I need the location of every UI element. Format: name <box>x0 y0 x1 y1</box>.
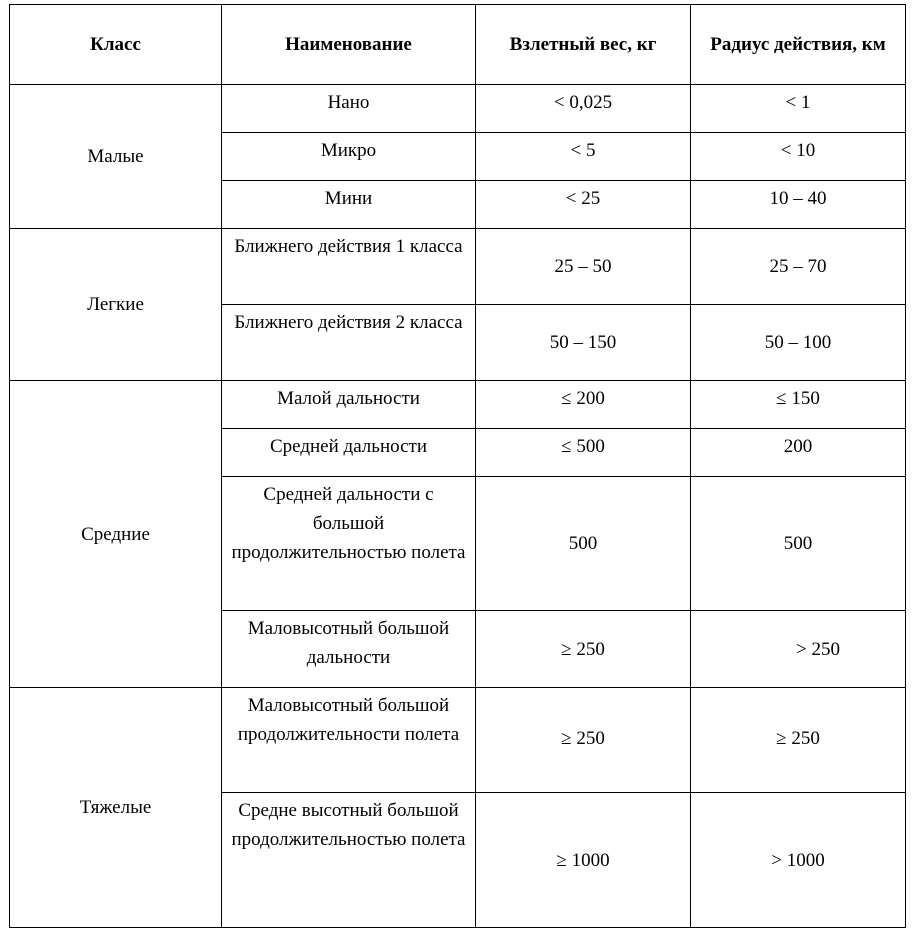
weight-cell: ≤ 500 <box>476 429 691 477</box>
radius-cell: 200 <box>691 429 906 477</box>
radius-cell: > 1000 <box>691 793 906 928</box>
weight-cell: ≥ 250 <box>476 611 691 688</box>
class-cell-medium: Средние <box>10 381 222 688</box>
weight-cell: < 25 <box>476 181 691 229</box>
weight-cell: 50 – 150 <box>476 305 691 381</box>
name-cell: Средней дальности <box>222 429 476 477</box>
table-row <box>10 688 906 793</box>
weight-cell: < 0,025 <box>476 85 691 133</box>
header-radius: Радиус действия, км <box>691 5 906 85</box>
name-cell: Средней дальности с большой продолжительностью полета <box>222 477 476 611</box>
radius-cell <box>691 611 906 688</box>
radius-cell: 10 – 40 <box>691 181 906 229</box>
weight-cell: 25 – 50 <box>476 229 691 305</box>
table-row <box>10 85 906 133</box>
radius-cell: < 10 <box>691 133 906 181</box>
name-cell: Маловысотный большой продолжительности полета <box>222 688 476 793</box>
radius-cell: ≤ 150 <box>691 381 906 429</box>
radius-cell: 25 – 70 <box>691 229 906 305</box>
radius-cell: 50 – 100 <box>691 305 906 381</box>
name-cell: Малой дальности <box>222 381 476 429</box>
table-row <box>10 381 906 429</box>
class-cell-heavy: Тяжелые <box>10 688 222 928</box>
header-weight: Взлетный вес, кг <box>476 5 691 85</box>
header-class: Класс <box>10 5 222 85</box>
name-cell: Ближнего действия 1 класса <box>222 229 476 305</box>
weight-cell <box>476 688 691 793</box>
radius-value: ≥ 250 <box>776 727 820 749</box>
weight-cell: 500 <box>476 477 691 611</box>
table-row <box>10 229 906 305</box>
weight-value: ≥ 250 <box>561 727 605 749</box>
name-cell: Средне высотный большой продолжительностью полета <box>222 793 476 928</box>
header-row <box>10 5 906 85</box>
radius-cell: < 1 <box>691 85 906 133</box>
radius-value: > 250 <box>796 638 840 660</box>
radius-cell: 500 <box>691 477 906 611</box>
name-cell: Микро <box>222 133 476 181</box>
header-name: Наименование <box>222 5 476 85</box>
weight-cell: < 5 <box>476 133 691 181</box>
weight-cell: ≥ 1000 <box>476 793 691 928</box>
name-cell: Маловысотный большой дальности <box>222 611 476 688</box>
radius-cell <box>691 688 906 793</box>
class-cell-light: Легкие <box>10 229 222 381</box>
uav-classification-table <box>9 4 906 928</box>
class-cell-small: Малые <box>10 85 222 229</box>
weight-cell: ≤ 200 <box>476 381 691 429</box>
name-cell: Мини <box>222 181 476 229</box>
name-cell: Нано <box>222 85 476 133</box>
name-cell: Ближнего действия 2 класса <box>222 305 476 381</box>
